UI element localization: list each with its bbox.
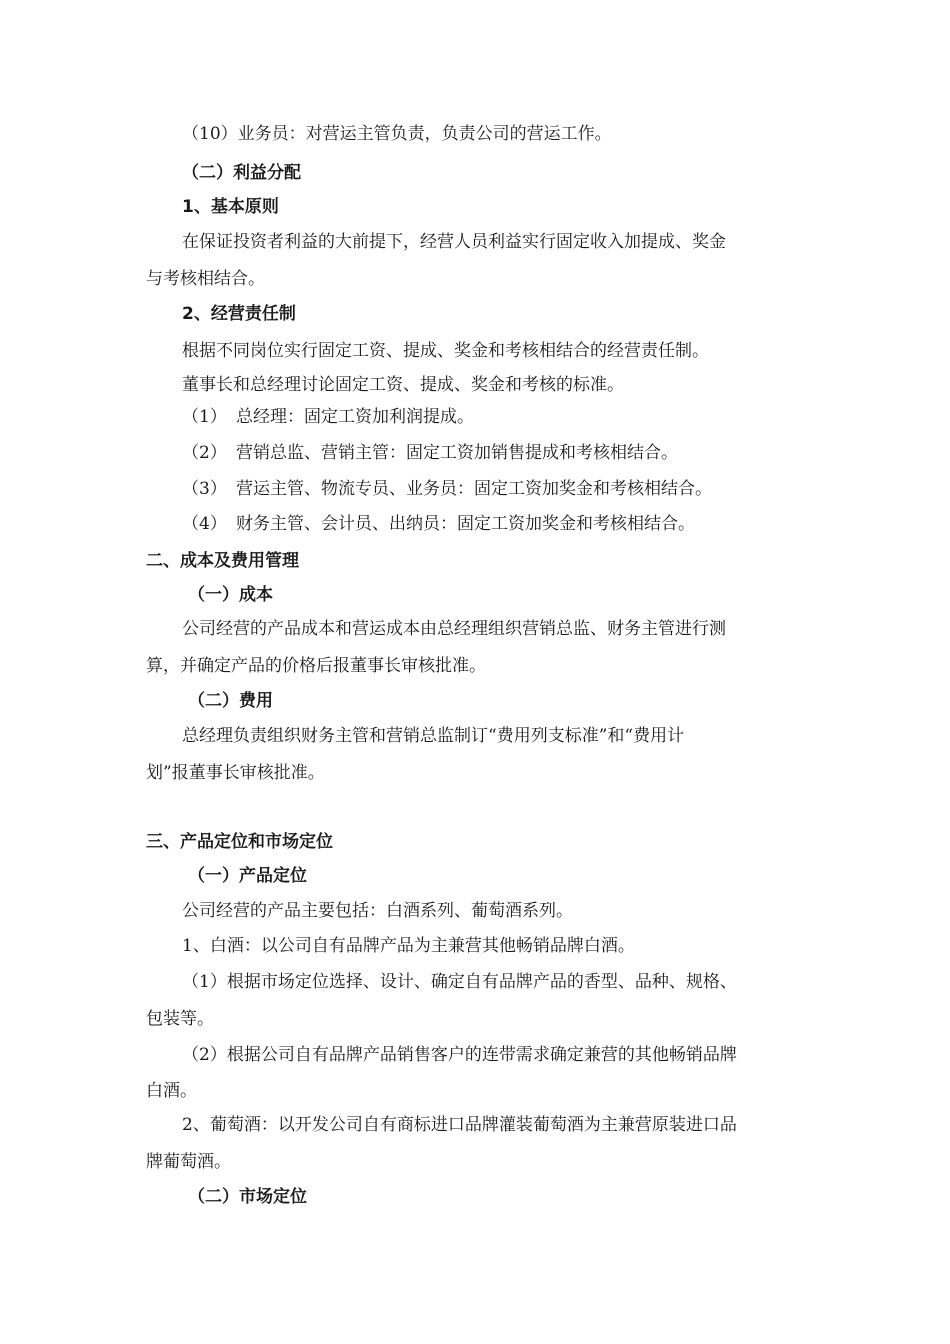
list-item-number: （3） xyxy=(182,479,227,499)
list-item-number: （1） xyxy=(182,407,227,427)
paragraph-line: 在保证投资者利益的大前提下，经营人员利益实行固定收入加提成、奖金 xyxy=(182,232,726,252)
paragraph-line: 公司经营的产品主要包括：白酒系列、葡萄酒系列。 xyxy=(182,901,573,921)
paragraph-line: 1、白酒：以公司自有品牌产品为主兼营其他畅销品牌白酒。 xyxy=(182,936,635,956)
paragraph-line: 包装等。 xyxy=(146,1009,214,1029)
paragraph-line: 算，并确定产品的价格后报董事长审核批准。 xyxy=(146,656,486,676)
paragraph-line: （10）业务员：对营运主管负责，负责公司的营运工作。 xyxy=(182,124,612,144)
paragraph-line: 总经理负责组织财务主管和营销总监制订“费用列支标准”和“费用计 xyxy=(182,726,685,746)
subsection-heading: （一）产品定位 xyxy=(188,866,307,886)
paragraph-line: 2、葡萄酒：以开发公司自有商标进口品牌灌装葡萄酒为主兼营原装进口品 xyxy=(182,1115,737,1135)
section-heading: 二、成本及费用管理 xyxy=(146,551,299,571)
list-item xyxy=(182,405,474,429)
subsection-heading: 1、基本原则 xyxy=(182,197,279,217)
list-item xyxy=(182,477,712,501)
list-item xyxy=(182,441,678,465)
subsection-heading: （二）利益分配 xyxy=(182,163,301,183)
subsection-heading: 2、经营责任制 xyxy=(182,304,296,324)
list-item-text: 财务主管、会计员、出纳员：固定工资加奖金和考核相结合。 xyxy=(236,514,695,534)
paragraph-line: 公司经营的产品成本和营运成本由总经理组织营销总监、财务主管进行测 xyxy=(182,619,726,639)
list-item-text: 营销总监、营销主管：固定工资加销售提成和考核相结合。 xyxy=(236,443,678,463)
paragraph-line: 划”报董事长审核批准。 xyxy=(146,763,325,783)
list-item-text: 总经理：固定工资加利润提成。 xyxy=(236,407,474,427)
paragraph-line: （2）根据公司自有品牌产品销售客户的连带需求确定兼营的其他畅销品牌 xyxy=(182,1045,737,1065)
list-item-number: （4） xyxy=(182,514,227,534)
paragraph-line: 牌葡萄酒。 xyxy=(146,1152,231,1172)
list-item xyxy=(182,512,695,536)
subsection-heading: （二）市场定位 xyxy=(188,1187,307,1207)
section-heading: 三、产品定位和市场定位 xyxy=(146,832,333,852)
subsection-heading: （二）费用 xyxy=(188,691,273,711)
list-item-text: 营运主管、物流专员、业务员：固定工资加奖金和考核相结合。 xyxy=(236,479,712,499)
paragraph-line: （1）根据市场定位选择、设计、确定自有品牌产品的香型、品种、规格、 xyxy=(182,972,737,992)
subsection-heading: （一）成本 xyxy=(188,585,273,605)
paragraph-line: 与考核相结合。 xyxy=(146,269,265,289)
paragraph-line: 根据不同岗位实行固定工资、提成、奖金和考核相结合的经营责任制。 xyxy=(182,341,709,361)
paragraph-line: 白酒。 xyxy=(146,1081,197,1101)
list-item-number: （2） xyxy=(182,443,227,463)
paragraph-line: 董事长和总经理讨论固定工资、提成、奖金和考核的标准。 xyxy=(182,375,624,395)
